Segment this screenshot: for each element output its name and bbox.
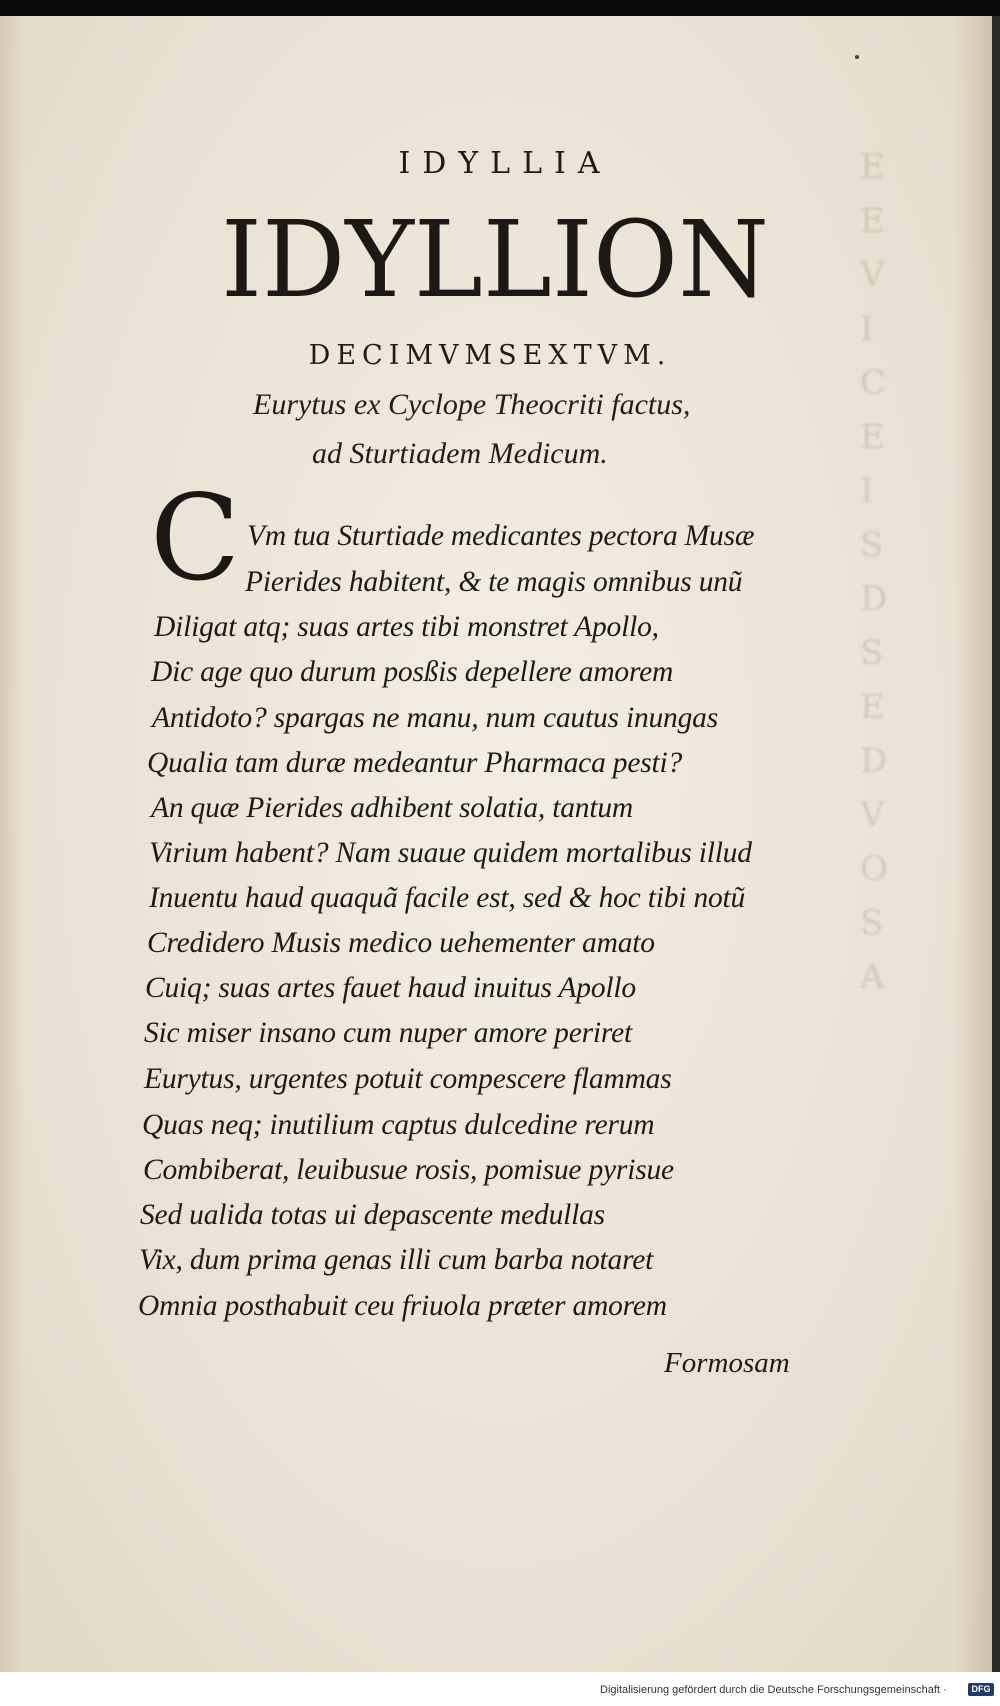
catchword: Formosam	[664, 1347, 790, 1379]
verse-line-12: Sic miser insano cum nuper amore periret	[144, 1017, 632, 1049]
verse-line-8: Virium habent? Nam suaue quidem mortalibus illud	[149, 837, 752, 869]
verse-line-9: Inuentu haud quaquã facile est, sed & hoc tibi notũ	[149, 882, 746, 914]
digitization-credit: Digitalisierung gefördert durch die Deutsche Forschungsgemeinschaft ·	[600, 1684, 947, 1696]
argument-line-2: ad Sturtiadem Medicum.	[312, 437, 608, 470]
verse-line-10: Credidero Musis medico uehementer amato	[147, 927, 655, 959]
bleed-through-text: E E V I C E I S D S E D V O S A	[860, 147, 888, 997]
verse-line-5: Antidoto? spargas ne manu, num cautus inungas	[152, 702, 718, 734]
page-subtitle: DECIMVMSEXTVM.	[308, 340, 672, 371]
verse-line-17: Vix, dum prima genas illi cum barba notaret	[139, 1244, 654, 1276]
page-left-edge-shadow	[0, 16, 22, 1672]
verse-line-13: Eurytus, urgentes potuit compescere flammas	[144, 1063, 672, 1095]
verse-line-7: An quæ Pierides adhibent solatia, tantum	[151, 792, 634, 824]
scan-right-border	[992, 16, 1000, 1672]
verse-line-14: Quas neq; inutilium captus dulcedine rerum	[142, 1109, 655, 1141]
verse-line-1: Vm tua Sturtiade medicantes pectora Musæ	[247, 520, 755, 552]
verse-line-4: Dic age quo durum posßis depellere amorem	[151, 656, 674, 688]
verse-line-3: Diligat atq; suas artes tibi monstret Apollo,	[154, 611, 659, 643]
page-title: IDYLLION	[221, 198, 769, 321]
verse-line-15: Combiberat, leuibusue rosis, pomisue pyrisue	[143, 1154, 674, 1186]
verse-line-18: Omnia posthabuit ceu friuola præter amorem	[138, 1290, 667, 1322]
verse-line-2: Pierides habitent, & te magis omnibus unũ	[245, 566, 743, 598]
verse-line-11: Cuiq; suas artes fauet haud inuitus Apollo	[145, 972, 636, 1004]
verse-line-16: Sed ualida totas ui depascente medullas	[140, 1199, 605, 1231]
drop-cap: C	[150, 469, 241, 607]
dfg-logo-icon: DFG	[968, 1683, 994, 1696]
running-head: IDYLLIA	[398, 146, 612, 181]
paper-speck	[855, 55, 859, 59]
argument-line-1: Eurytus ex Cyclope Theocriti factus,	[253, 388, 691, 421]
scan-top-border	[0, 0, 1000, 16]
verse-line-6: Qualia tam duræ medeantur Pharmaca pesti?	[147, 747, 683, 779]
